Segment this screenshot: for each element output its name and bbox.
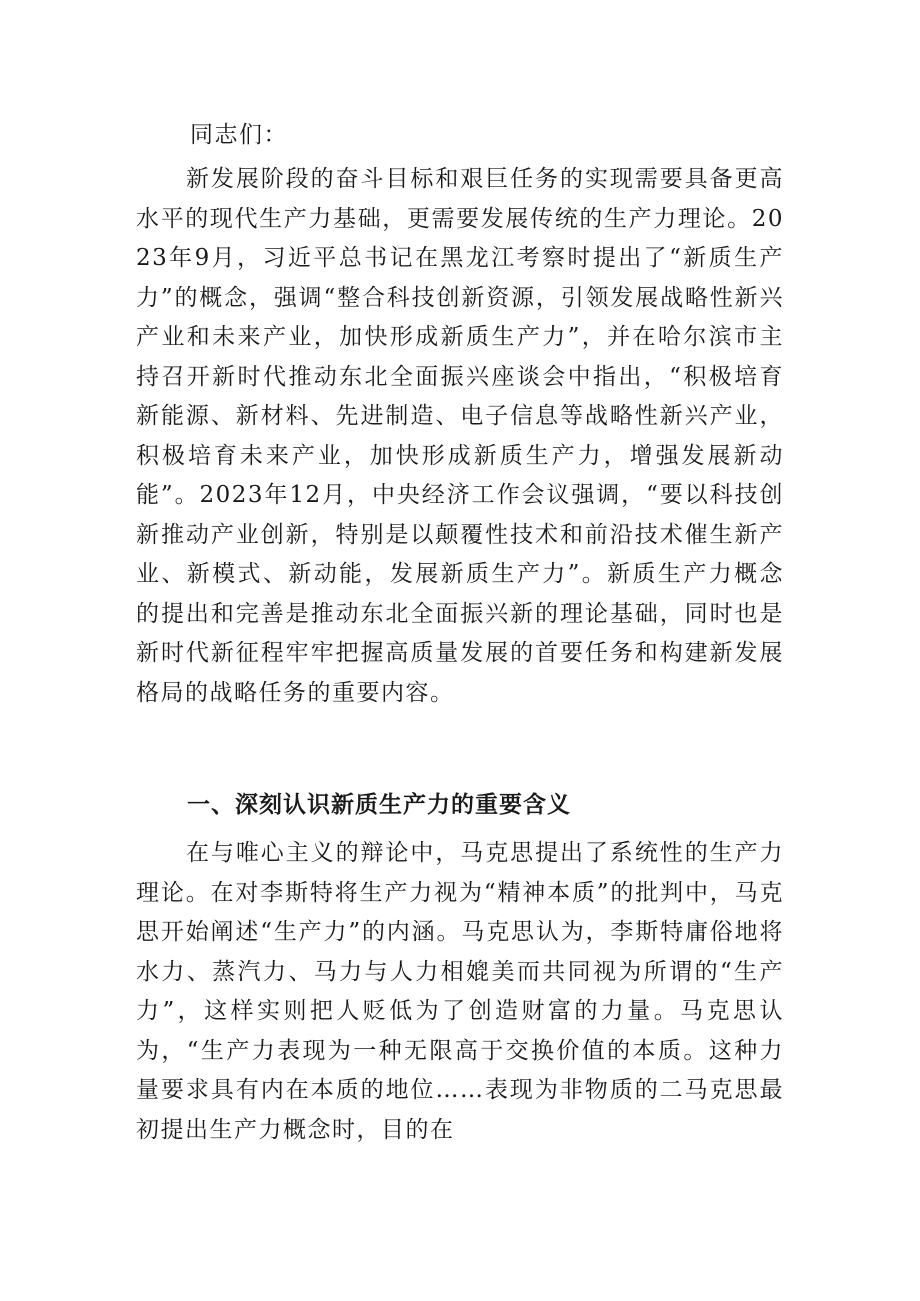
- greeting: 同志们：: [190, 122, 288, 148]
- paragraph-intro: 新发展阶段的奋斗目标和艰巨任务的实现需要具备更高水平的现代生产力基础，更需要发展传统的生产力理论。2023年9月，习近平总书记在黑龙江考察时提出了“新质生产力”的概念，强调“整合科技创新资源，引领发展战略性新兴产业和未来产业，加快形成新质生产力”，并在哈尔滨市主持召开新时代推动东北全面振兴座谈会中指出，“积极培育新能源、新材料、先进制造、电子信息等战略性新兴产业，积极培育未来产业，加快形成新质生产力，增强发展新动能”。2023年12月，中央经济工作会议强调，“要以科技创新推动产业创新，特别是以颠覆性技术和前沿技术催生新产业、新模式、新动能，发展新质生产力”。新质生产力概念的提出和完善是推动东北全面振兴新的理论基础，同时也是新时代新征程牢牢把握高质量发展的首要任务和构建新发展格局的战略任务的重要内容。: [136, 166, 784, 706]
- paragraph-section-one: 在与唯心主义的辩论中，马克思提出了系统性的生产力理论。在对李斯特将生产力视为“精神本质”的批判中，马克思开始阐述“生产力”的内涵。马克思认为，李斯特庸俗地将水力、蒸汽力、马力与人力相媲美而共同视为所谓的“生产力”，这样实则把人贬低为了创造财富的力量。马克思认为，“生产力表现为一种无限高于交换价值的本质。这种力量要求具有内在本质的地位……表现为非物质的二马克思最初提出生产力概念时，目的在: [136, 840, 784, 1143]
- section-heading: 一、深刻认识新质生产力的重要含义: [187, 792, 571, 818]
